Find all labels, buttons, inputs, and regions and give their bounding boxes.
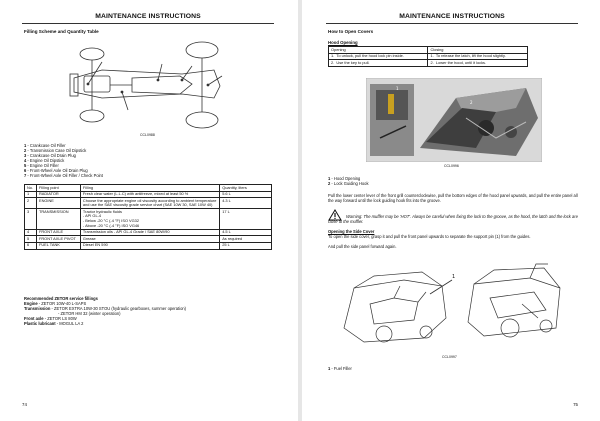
svg-text:1: 1 bbox=[396, 86, 399, 91]
page-title: MAINTENANCE INSTRUCTIONS bbox=[399, 13, 505, 20]
page-title: MAINTENANCE INSTRUCTIONS bbox=[95, 13, 201, 20]
right-page bbox=[304, 0, 600, 421]
table-header: Filling point bbox=[36, 185, 80, 192]
filling-line: - ZETOR HM 32 (winter operation) bbox=[58, 311, 121, 316]
table-row: 4 FRONT AXLE Transmission oils - API GL-4 Grade / SAE 80W/90 4.5 L bbox=[25, 229, 272, 236]
table-header-row bbox=[25, 185, 272, 192]
legend-item: 3 - Crankcase Oil Drain Plug bbox=[24, 153, 76, 158]
quantity-table bbox=[24, 184, 272, 250]
table-row: 1 RADIATOR Fresh clear water (L.L.C) with antifreeze, mixed at least 50 % 5.6 L bbox=[25, 191, 272, 198]
legend-item: 6 - Front-Wheel Axle Oil Drain Plug bbox=[24, 168, 88, 173]
side-cover-title: Opening the Side Cover bbox=[328, 229, 375, 234]
table-header: No. bbox=[25, 185, 37, 192]
table-header-row bbox=[329, 47, 528, 54]
paragraph: And pull the side panel forward again. bbox=[328, 244, 397, 249]
hood-opening-photo bbox=[366, 78, 542, 162]
figure-caption: CCL0997 bbox=[442, 355, 457, 359]
table-header: Filling bbox=[80, 185, 219, 192]
side-cover-illustration bbox=[334, 258, 570, 352]
legend-item: 1 - Crankcase Oil Filler bbox=[24, 143, 66, 148]
legend-item: 7 - Front-Wheel Axle Oil Filler / Check Point bbox=[24, 173, 103, 178]
table-header: Quantity, liters bbox=[220, 185, 272, 192]
hood-table bbox=[328, 46, 528, 67]
recommended-title: Recommended ZETOR service fillings bbox=[24, 296, 98, 301]
title-rule bbox=[22, 23, 274, 24]
table-row: 5 FRONT AXLE PIVOT Grease As required bbox=[25, 236, 272, 243]
paragraph: To open the side cover, grasp it and pull the front panel upwards to separate the support pin (1) from the guides. bbox=[328, 234, 531, 239]
hood-title: Hood Opening bbox=[328, 40, 358, 45]
warning-text: Warning: The muffler may be 'HOT'. Always be careful when fixing the lock to the groove, as the hood, the latch and the lock are close to the muffler. bbox=[328, 214, 578, 225]
section-title: How to Open Covers bbox=[328, 29, 374, 34]
paragraph: Pull the lower center lever of the front grill counterclockwise, pull the bottom edges of the hood panel upwards, and pull the entire panel all the way forward until the lock guiding hook fits into the groove. bbox=[328, 193, 578, 204]
table-header: Opening bbox=[329, 47, 428, 54]
page-number: 74 bbox=[22, 402, 27, 407]
filling-scheme-illustration bbox=[62, 40, 232, 130]
table-row: 3 TRANSMISSION Tractor hydraulic fluids - API GL-4 - Below -20 °C (-4 °F) ISO VG32 - Above -20 °C (-4 °F) ISO VG46 17 L bbox=[25, 209, 272, 229]
left-page bbox=[0, 0, 296, 421]
legend-item: 1 - Fuel Filler bbox=[328, 366, 352, 371]
legend-item: 4 - Engine Oil Dipstick bbox=[24, 158, 65, 163]
legend-item: 2 - Transmission Case Oil Dipstick bbox=[24, 148, 87, 153]
filling-line: Transmission - ZETOR EXTRA 10W-30 STOU (hydraulic gearboxes, summer operation) bbox=[24, 306, 187, 311]
table-row: 2. Use the key to pull. 2. Lower the hood, until it locks. bbox=[329, 60, 528, 67]
legend-item: 2 - Lock Guiding Hook bbox=[328, 181, 369, 186]
table-row: 6 FUEL TANK Diesel EN 590 25 L bbox=[25, 242, 272, 249]
page-number: 75 bbox=[573, 402, 578, 407]
filling-line: Plastic lubricant - MOGUL LA 2 bbox=[24, 321, 84, 326]
title-rule bbox=[326, 23, 578, 24]
table-row: 1. To unlock, pull the hood lock pin inside. 1. To release the latch, lift the hood slightly. bbox=[329, 53, 528, 60]
filling-line: Front axle - ZETOR LS 80W bbox=[24, 316, 77, 321]
table-row: 2 ENGINE Choose the appropriate engine oil viscosity according to ambient temperature and use the SAE viscosity grade service chart (SAE 10W 30, SAE 10W 40) 4.3 L bbox=[25, 198, 272, 209]
figure-caption: CCL0988 bbox=[140, 133, 155, 137]
filling-line: Engine - ZETOR 10W-40 L-SAPS bbox=[24, 301, 87, 306]
page-gutter bbox=[298, 0, 302, 421]
table-header: Closing bbox=[428, 47, 528, 54]
legend-item: 5 - Engine Oil Filler bbox=[24, 163, 59, 168]
legend-item: 1 - Hood Opening bbox=[328, 176, 361, 181]
svg-text:2: 2 bbox=[470, 100, 473, 105]
figure-caption: CCL0996 bbox=[444, 164, 459, 168]
svg-text:1: 1 bbox=[452, 274, 456, 280]
section-title: Filling Scheme and Quantity Table bbox=[24, 29, 99, 34]
